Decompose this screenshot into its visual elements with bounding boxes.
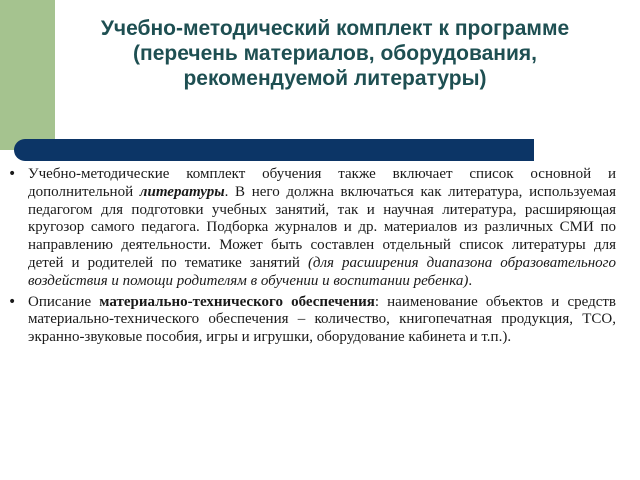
slide-title: Учебно-методический комплект к программе (перечень материалов, оборудования, рекомендуемой литературы) [100,17,570,90]
bullet-text: . [468,272,473,289]
bullet-emphasis: литературы [139,183,225,200]
bullet-text: Описание [28,293,100,310]
bullet-equipment [8,294,616,347]
bullet-icon: • [8,166,17,182]
divider-bar [14,139,534,161]
bullet-italic: (для расширения диапазона образовательного воздействия и помощи родителям в обучении и воспитании ребенка) [28,254,616,289]
bullet-text: : наименование объектов и средств материально-технического обеспечения – количество, книгопечатная продукция, ТСО, экранно-звуковые пособия, игры и игрушки, оборудование кабинета и т.п.). [28,293,616,346]
bullet-text: . В него должна включаться как литература, используемая педагогом для подготовки учебных занятий, так и научная литература, расширяющая кругозор самого педагога. Подборка журналов и др. материалов из различных СМИ по направлению деятельности. Может быть составлен отдельный список литературы для детей и родителей по тематике занятий [28,183,616,271]
bullet-text: Учебно-методические комплект обучения также включает список основной и дополнительной [28,166,616,200]
bullet-literature [8,166,616,291]
bullet-icon: • [8,293,17,310]
bullet-bold: материально-технического обеспечения [99,293,375,310]
bullet-list [8,166,616,350]
